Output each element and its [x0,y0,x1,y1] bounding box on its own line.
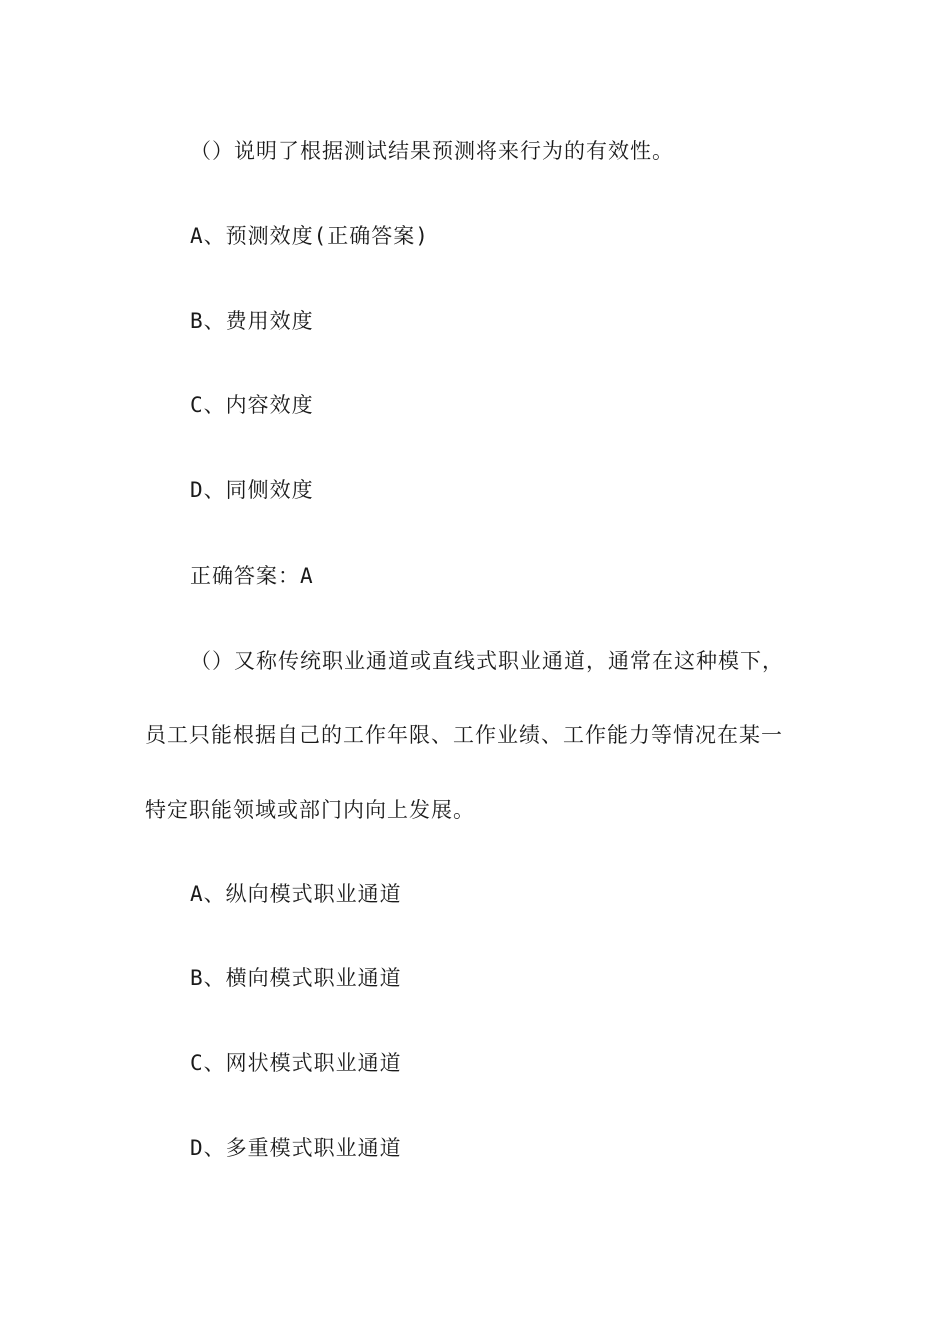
question-2-stem-line-3: 特定职能领域或部门内向上发展。 [145,798,475,822]
question-2-stem-line-2: 员工只能根据自己的工作年限、工作业绩、工作能力等情况在某一 [145,723,783,747]
question-2-option-b: B、横向模式职业通道 [190,966,402,990]
question-1-answer: 正确答案：A [190,564,314,588]
question-2-option-c: C、网状模式职业通道 [190,1051,402,1075]
question-1-option-d: D、同侧效度 [190,478,314,502]
question-2-option-d: D、多重模式职业通道 [190,1136,402,1160]
question-1-stem: （）说明了根据测试结果预测将来行为的有效性。 [190,139,674,163]
question-2-option-a: A、纵向模式职业通道 [190,882,402,906]
question-1-option-a: A、预测效度(正确答案) [190,224,429,248]
question-2-stem-line-1: （）又称传统职业通道或直线式职业通道，通常在这种模下， [190,649,784,673]
question-1-option-b: B、费用效度 [190,309,314,333]
question-1-option-c: C、内容效度 [190,393,314,417]
